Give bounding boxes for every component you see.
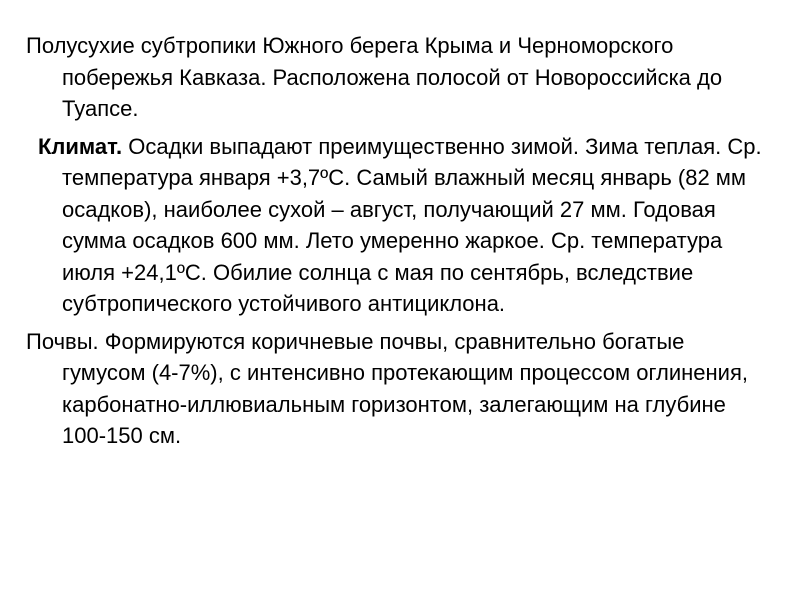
paragraph-soils xyxy=(26,326,770,452)
paragraph-climate xyxy=(26,131,770,320)
paragraph-text: Осадки выпадают преимущественно зимой. Зима теплая. Ср. температура января +3,7ºС. Самый влажный месяц январь (82 мм осадков), наиболее сухой – август, получающий 27 мм. Годовая сумма осадков 600 мм. Лето умеренно жаркое. Ср. температура июля +24,1ºС. Обилие солнца с мая по сентябрь, вследствие субтропического устойчивого антициклона. xyxy=(62,133,762,316)
climate-heading: Климат. xyxy=(38,133,123,159)
paragraph-text: Почвы. Формируются коричневые почвы, сравнительно богатые гумусом (4-7%), с интенсивно протекающим процессом оглинения, карбонатно-иллювиальным горизонтом, залегающим на глубине 100-150 см. xyxy=(26,328,748,448)
slide-body xyxy=(26,30,770,458)
paragraph-subtropics-intro xyxy=(26,30,770,125)
paragraph-text: Полусухие субтропики Южного берега Крыма и Черноморского побережья Кавказа. Расположена полосой от Новороссийска до Туапсе. xyxy=(26,33,723,121)
